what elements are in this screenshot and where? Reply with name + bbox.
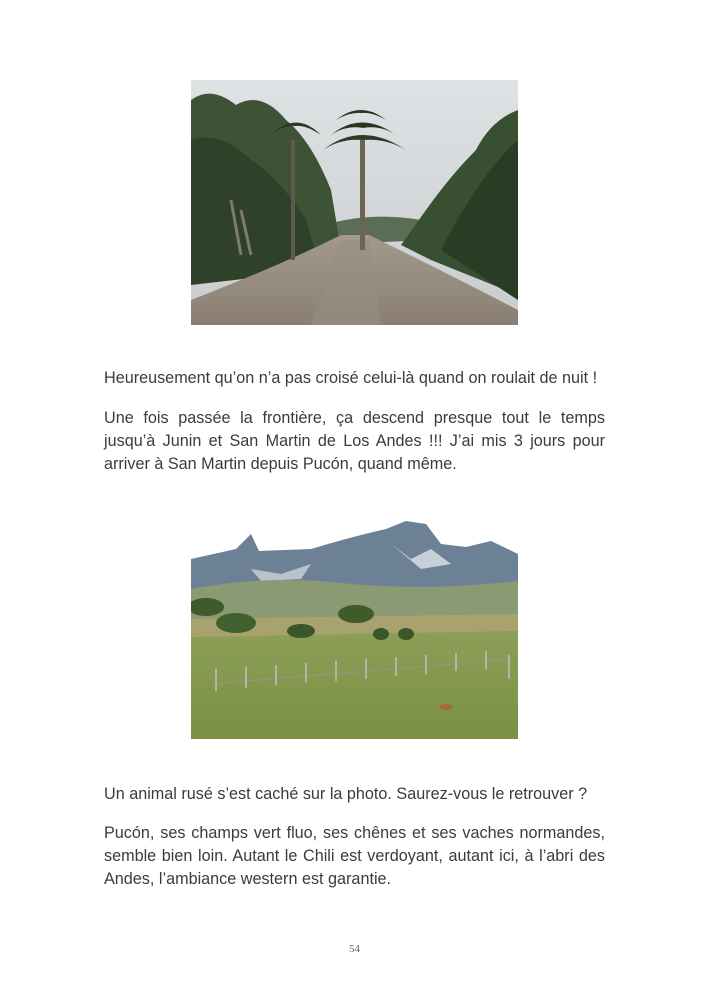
photo-mountains-grassland <box>191 519 518 739</box>
paragraph-2: Une fois passée la frontière, ça descend presque tout le temps jusqu’à Junin et San Martin de Los Andes !!! J’ai mis 3 jours pour arriver à San Martin depuis Pucón, quand même. <box>104 409 605 473</box>
photo-mountains-grassland-image <box>191 519 518 739</box>
photo-road-araucaria <box>191 80 518 325</box>
photo-road-araucaria-image <box>191 80 518 325</box>
page-number: 54 <box>349 943 360 955</box>
paragraph-3: Un animal rusé s’est caché sur la photo. Saurez-vous le retrouver ? <box>104 785 588 803</box>
paragraph-4: Pucón, ses champs vert fluo, ses chênes et ses vaches normandes, semble bien loin. Autant le Chili est verdoyant, autant ici, à l’abri des Andes, l’ambiance western est garantie. <box>104 824 605 888</box>
paragraph-1: Heureusement qu’on n’a pas croisé celui-là quand on roulait de nuit ! <box>104 369 598 387</box>
